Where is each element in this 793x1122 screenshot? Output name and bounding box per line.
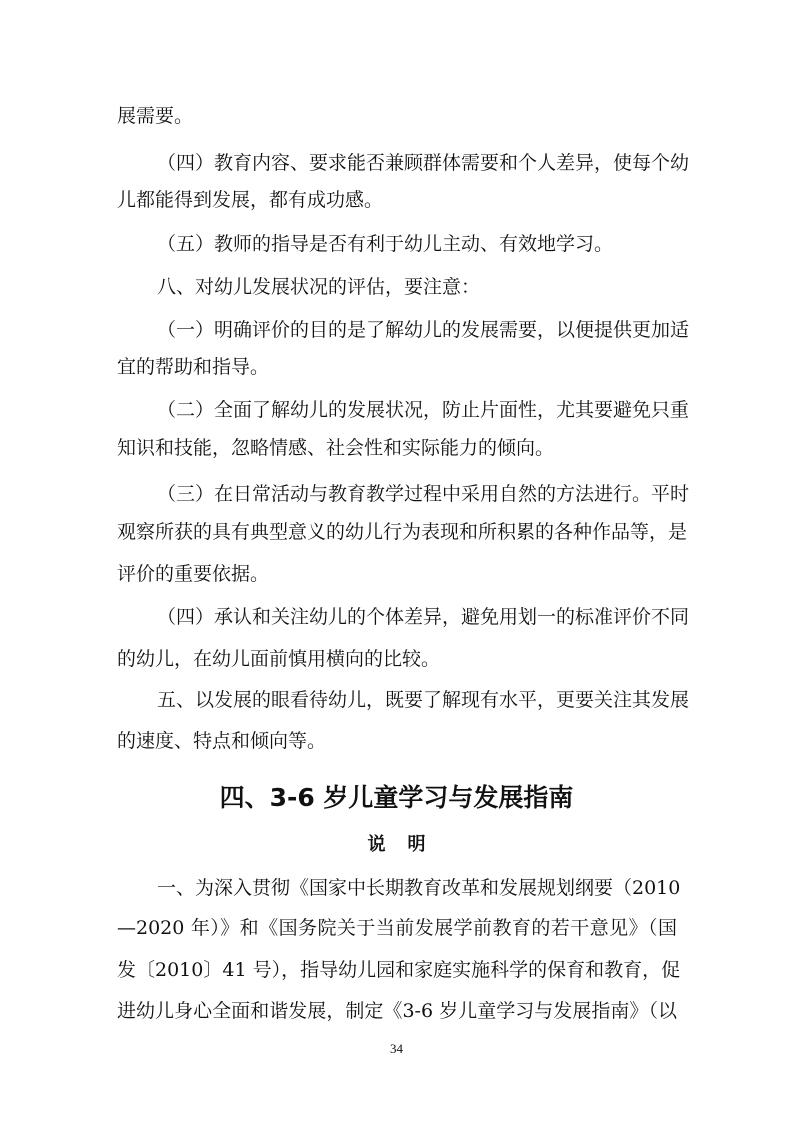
paragraph-line: 知识和技能，忽略情感、社会性和实际能力的倾向。 — [117, 437, 555, 459]
paragraph-line: （三）在日常活动与教育教学过程中采用自然的方法进行。平时 — [157, 483, 690, 505]
intro-line: 一、为深入贯彻《国家中长期教育改革和发展规划纲要（2010 — [157, 877, 681, 899]
intro-line: —2020 年）》和《国务院关于当前发展学前教育的若干意见》（国 — [117, 917, 677, 939]
paragraph-line: 的幼儿，在幼儿面前慎用横向的比较。 — [117, 648, 441, 670]
paragraph-line: 儿都能得到发展，都有成功感。 — [117, 189, 384, 211]
page-number: 34 — [390, 1041, 403, 1056]
paragraph-line: （四）承认和关注幼儿的个体差异，避免用划一的标准评价不同 — [157, 606, 690, 628]
paragraph-line: （一）明确评价的目的是了解幼儿的发展需要，以便提供更加适 — [157, 319, 690, 341]
paragraph-line: 的速度、特点和倾向等。 — [117, 730, 327, 752]
section-heading-8: 八、对幼儿发展状况的评估，要注意： — [157, 276, 481, 298]
paragraph-line: （二）全面了解幼儿的发展状况，防止片面性，尤其要避免只重 — [157, 399, 690, 421]
intro-line: 进幼儿身心全面和谐发展，制定《3-6 岁儿童学习与发展指南》（以 — [117, 1000, 677, 1022]
paragraph-line: （四）教育内容、要求能否兼顾群体需要和个人差异，使每个幼 — [157, 152, 690, 174]
paragraph-line: 评价的重要依据。 — [117, 563, 270, 585]
paragraph-line: （五）教师的指导是否有利于幼儿主动、有效地学习。 — [157, 233, 614, 255]
section-heading-5: 五、以发展的眼看待幼儿，既要了解现有水平，更要关注其发展 — [157, 689, 690, 711]
paragraph-line: 宜的帮助和指导。 — [117, 356, 270, 378]
paragraph-line: 观察所获的具有典型意义的幼儿行为表现和所积累的各种作品等，是 — [117, 521, 688, 543]
intro-line: 发〔2010〕41 号），指导幼儿园和家庭实施科学的保育和教育，促 — [117, 959, 681, 981]
section-subtitle: 说明 — [367, 834, 448, 855]
paragraph-line: 展需要。 — [117, 105, 194, 127]
chapter-title: 四、3-6 岁儿童学习与发展指南 — [219, 783, 574, 812]
